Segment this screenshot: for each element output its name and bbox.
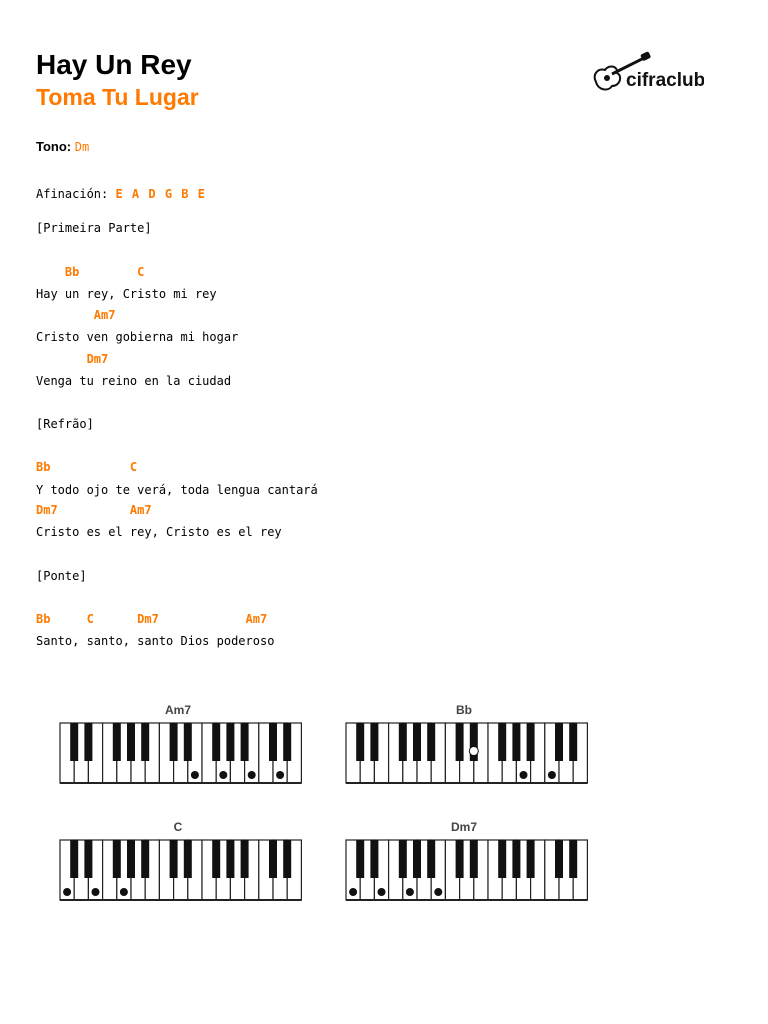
note-marker <box>276 771 284 779</box>
chord-diagram-bb[interactable] <box>344 721 588 787</box>
black-key[interactable] <box>70 723 78 761</box>
black-key[interactable] <box>512 840 520 878</box>
black-key[interactable] <box>269 840 277 878</box>
black-key[interactable] <box>283 840 291 878</box>
diagram-title: Am7 <box>164 703 191 717</box>
chord-line[interactable]: Am7 <box>36 308 116 322</box>
black-key[interactable] <box>283 723 291 761</box>
lyric-line: Santo, santo, santo Dios poderoso <box>36 634 275 648</box>
black-key[interactable] <box>226 840 234 878</box>
artist-name[interactable]: Toma Tu Lugar <box>36 84 199 110</box>
note-marker-black <box>469 747 478 756</box>
note-marker <box>191 771 199 779</box>
black-key[interactable] <box>569 723 577 761</box>
song-title: Hay Un Rey <box>36 49 192 80</box>
key-info <box>36 139 89 155</box>
black-key[interactable] <box>212 840 220 878</box>
black-key[interactable] <box>241 723 249 761</box>
black-key[interactable] <box>399 840 407 878</box>
black-key[interactable] <box>212 723 220 761</box>
section-label: [Refrão] <box>36 417 94 431</box>
black-key[interactable] <box>127 723 135 761</box>
chord-diagram-am7[interactable] <box>58 721 302 787</box>
black-key[interactable] <box>141 840 149 878</box>
note-marker <box>63 888 71 896</box>
note-marker <box>219 771 227 779</box>
chord-line[interactable]: Bb C <box>36 265 145 279</box>
black-key[interactable] <box>70 840 78 878</box>
black-key[interactable] <box>356 840 364 878</box>
note-marker <box>434 888 442 896</box>
black-key[interactable] <box>141 723 149 761</box>
lyric-line: Cristo ven gobierna mi hogar <box>36 330 239 344</box>
chord-line[interactable]: Dm7 Am7 <box>36 503 152 517</box>
black-key[interactable] <box>456 840 464 878</box>
black-key[interactable] <box>370 840 378 878</box>
black-key[interactable] <box>470 840 478 878</box>
lyric-line: Y todo ojo te verá, toda lengua cantará <box>36 483 318 497</box>
note-marker <box>520 771 528 779</box>
black-key[interactable] <box>512 723 520 761</box>
black-key[interactable] <box>184 840 192 878</box>
lyric-line: Venga tu reino en la ciudad <box>36 374 232 388</box>
diagram-title: Dm7 <box>450 820 477 834</box>
black-key[interactable] <box>370 723 378 761</box>
black-key[interactable] <box>241 840 249 878</box>
note-marker <box>120 888 128 896</box>
black-key[interactable] <box>555 840 563 878</box>
note-marker <box>548 771 556 779</box>
section-label: [Primeira Parte] <box>36 221 152 235</box>
note-marker <box>349 888 357 896</box>
black-key[interactable] <box>456 723 464 761</box>
black-key[interactable] <box>413 840 421 878</box>
black-key[interactable] <box>569 840 577 878</box>
tuning-label: Afinación: <box>36 187 109 201</box>
black-key[interactable] <box>527 840 535 878</box>
black-key[interactable] <box>427 840 435 878</box>
logo-text: cifraclub <box>626 70 704 91</box>
note-marker <box>406 888 414 896</box>
black-key[interactable] <box>170 840 178 878</box>
chord-line[interactable]: Bb C <box>36 460 138 474</box>
black-key[interactable] <box>356 723 364 761</box>
chord-diagram-c[interactable] <box>58 838 302 904</box>
cifraclub-logo[interactable] <box>588 48 704 100</box>
black-key[interactable] <box>399 723 407 761</box>
guitar-icon <box>588 48 704 100</box>
tuning-value[interactable]: E A D G B E <box>115 187 206 201</box>
black-key[interactable] <box>498 723 506 761</box>
black-key[interactable] <box>113 723 121 761</box>
black-key[interactable] <box>269 723 277 761</box>
black-key[interactable] <box>84 840 92 878</box>
note-marker <box>248 771 256 779</box>
black-key[interactable] <box>498 840 506 878</box>
section-label: [Ponte] <box>36 569 87 583</box>
black-key[interactable] <box>427 723 435 761</box>
note-marker <box>378 888 386 896</box>
diagram-title: C <box>173 820 183 834</box>
black-key[interactable] <box>226 723 234 761</box>
note-marker <box>92 888 100 896</box>
tuning-info <box>36 186 206 202</box>
lyric-line: Hay un rey, Cristo mi rey <box>36 287 217 301</box>
black-key[interactable] <box>84 723 92 761</box>
lyric-line: Cristo es el rey, Cristo es el rey <box>36 525 282 539</box>
chord-diagram-dm7[interactable] <box>344 838 588 904</box>
black-key[interactable] <box>555 723 563 761</box>
diagram-title: Bb <box>456 703 472 717</box>
black-key[interactable] <box>527 723 535 761</box>
chord-line[interactable]: Dm7 <box>36 352 109 366</box>
key-value[interactable]: Dm <box>74 140 90 154</box>
black-key[interactable] <box>184 723 192 761</box>
chord-line[interactable]: Bb C Dm7 Am7 <box>36 612 268 626</box>
black-key[interactable] <box>170 723 178 761</box>
key-label: Tono: <box>36 139 72 154</box>
black-key[interactable] <box>413 723 421 761</box>
black-key[interactable] <box>113 840 121 878</box>
black-key[interactable] <box>127 840 135 878</box>
